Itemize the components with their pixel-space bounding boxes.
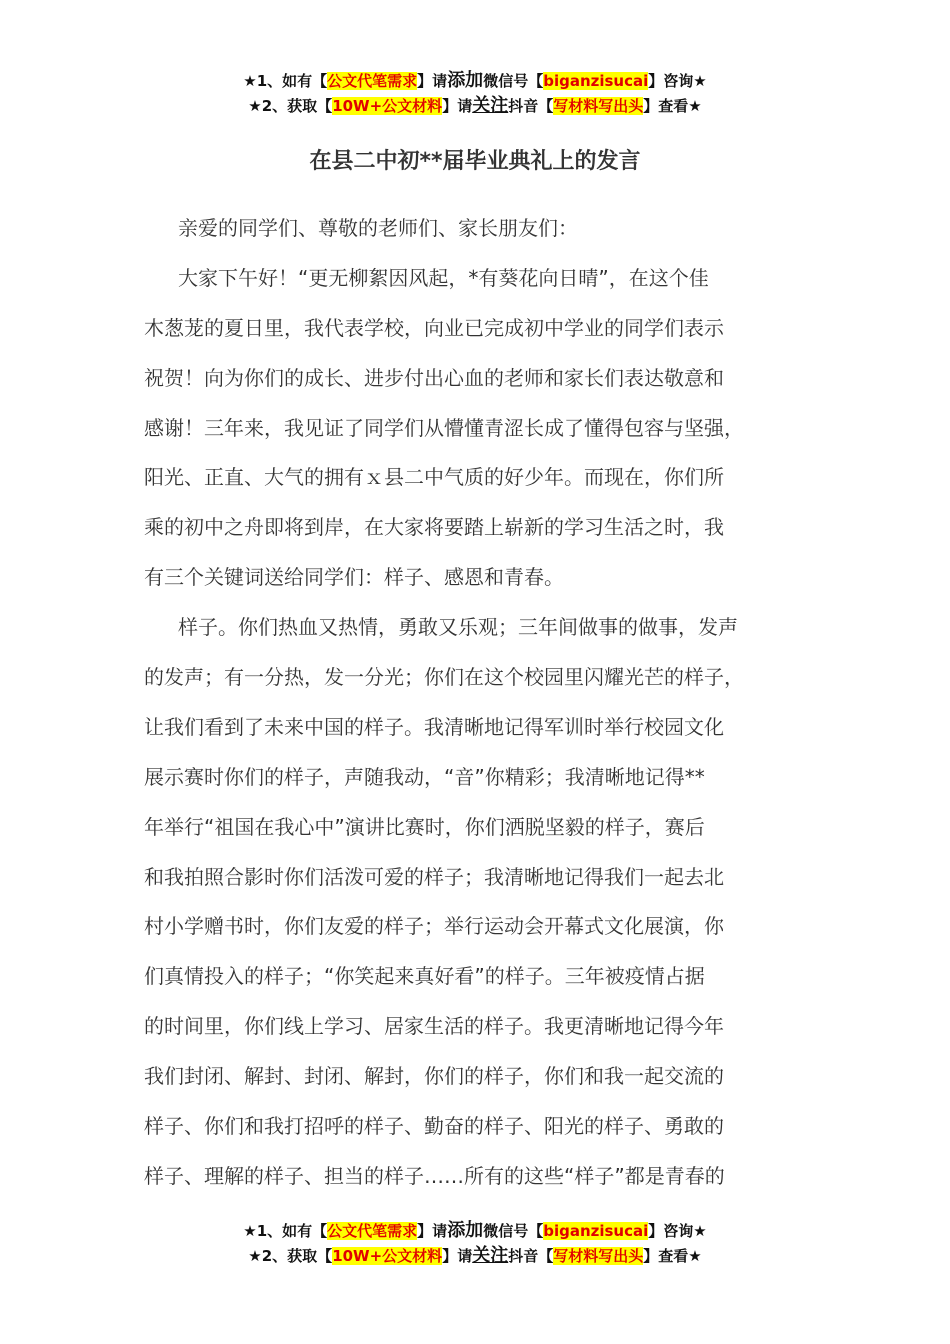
banner-text: 抖音【 [508, 1247, 554, 1265]
text-line: 让我们看到了未来中国的样子。我清晰地记得军训时举行校园文化 [144, 714, 724, 739]
text-line: 村小学赠书时，你们友爱的样子；举行运动会开幕式文化展演，你 [144, 914, 724, 939]
footer-banner [0, 1218, 950, 1268]
text-line: 样子、你们和我打招呼的样子、勤奋的样子、阳光的样子、勇敢的 [144, 1114, 724, 1139]
banner-text: 微信号【 [483, 1222, 544, 1240]
banner-highlight: 10W+公文材料 [332, 97, 443, 115]
text-line: 的时间里，你们线上学习、居家生活的样子。我更清晰地记得今年 [144, 1014, 724, 1039]
text-line: 样子。你们热血又热情，勇敢又乐观；三年间做事的做事，发声 [178, 615, 738, 640]
banner-emphasis: 添加 [447, 70, 484, 91]
banner-highlight: 公文代笔需求 [327, 1222, 418, 1240]
banner-text: 】咨询★ [648, 72, 707, 90]
banner-emphasis: 关注 [472, 1245, 509, 1266]
banner-line-2 [0, 1243, 950, 1268]
text-line: 年举行“祖国在我心中”演讲比赛时，你们洒脱坚毅的样子，赛后 [144, 814, 705, 839]
banner-highlight: 写材料写出头 [553, 1247, 644, 1265]
banner-highlight: biganzisucai [543, 72, 649, 90]
text-line: 样子、理解的样子、担当的样子……所有的这些“样子”都是青春的 [144, 1163, 725, 1188]
banner-emphasis: 关注 [472, 95, 509, 116]
text-line: 感谢！三年来，我见证了同学们从懵懂青涩长成了懂得包容与坚强， [144, 415, 744, 440]
banner-emphasis: 添加 [447, 1220, 484, 1241]
banner-line-1 [0, 1218, 950, 1243]
text-line: 亲爱的同学们、尊敬的老师们、家长朋友们： [178, 216, 578, 240]
page-title: 在县二中初**届毕业典礼上的发言 [309, 149, 641, 174]
banner-text: ★1、如有【 [243, 1222, 328, 1240]
text-line: 大家下午好！“更无柳絮因风起，*有葵花向日晴”，在这个佳 [178, 265, 709, 290]
banner-text: 微信号【 [483, 72, 544, 90]
text-line: 祝贺！向为你们的成长、进步付出心血的老师和家长们表达敬意和 [144, 365, 724, 390]
text-line: 展示赛时你们的样子，声随我动，“音”你精彩；我清晰地记得** [144, 764, 705, 789]
text-line: 阳光、正直、大气的拥有ｘ县二中气质的好少年。而现在，你们所 [144, 465, 724, 490]
text-line: 的发声；有一分热，发一分光；你们在这个校园里闪耀光芒的样子， [144, 665, 744, 690]
text-line: 乘的初中之舟即将到岸，在大家将要踏上崭新的学习生活之时，我 [144, 515, 724, 540]
text-line: 们真情投入的样子；“你笑起来真好看”的样子。三年被疫情占据 [144, 964, 705, 989]
text-line: 和我拍照合影时你们活泼可爱的样子；我清晰地记得我们一起去北 [144, 864, 724, 889]
banner-highlight: 10W+公文材料 [332, 1247, 443, 1265]
banner-line-2 [0, 93, 950, 118]
banner-text: ★2、获取【 [248, 97, 333, 115]
banner-text: 】请 [442, 1247, 473, 1265]
banner-text: 抖音【 [508, 97, 554, 115]
text-line: 有三个关键词送给同学们：样子、感恩和青春。 [144, 565, 564, 590]
banner-text: 】请 [442, 97, 473, 115]
banner-text: ★2、获取【 [248, 1247, 333, 1265]
banner-highlight: biganzisucai [543, 1222, 649, 1240]
banner-text: 】请 [417, 1222, 448, 1240]
text-line: 木葱茏的夏日里，我代表学校，向业已完成初中学业的同学们表示 [144, 315, 724, 340]
header-banner [0, 68, 950, 118]
banner-text: ★1、如有【 [243, 72, 328, 90]
banner-text: 】咨询★ [648, 1222, 707, 1240]
banner-line-1 [0, 68, 950, 93]
banner-highlight: 公文代笔需求 [327, 72, 418, 90]
speech-body [144, 207, 814, 1205]
banner-highlight: 写材料写出头 [553, 97, 644, 115]
banner-text: 】查看★ [643, 97, 702, 115]
banner-text: 】请 [417, 72, 448, 90]
banner-text: 】查看★ [643, 1247, 702, 1265]
text-line: 我们封闭、解封、封闭、解封，你们的样子，你们和我一起交流的 [144, 1064, 724, 1089]
